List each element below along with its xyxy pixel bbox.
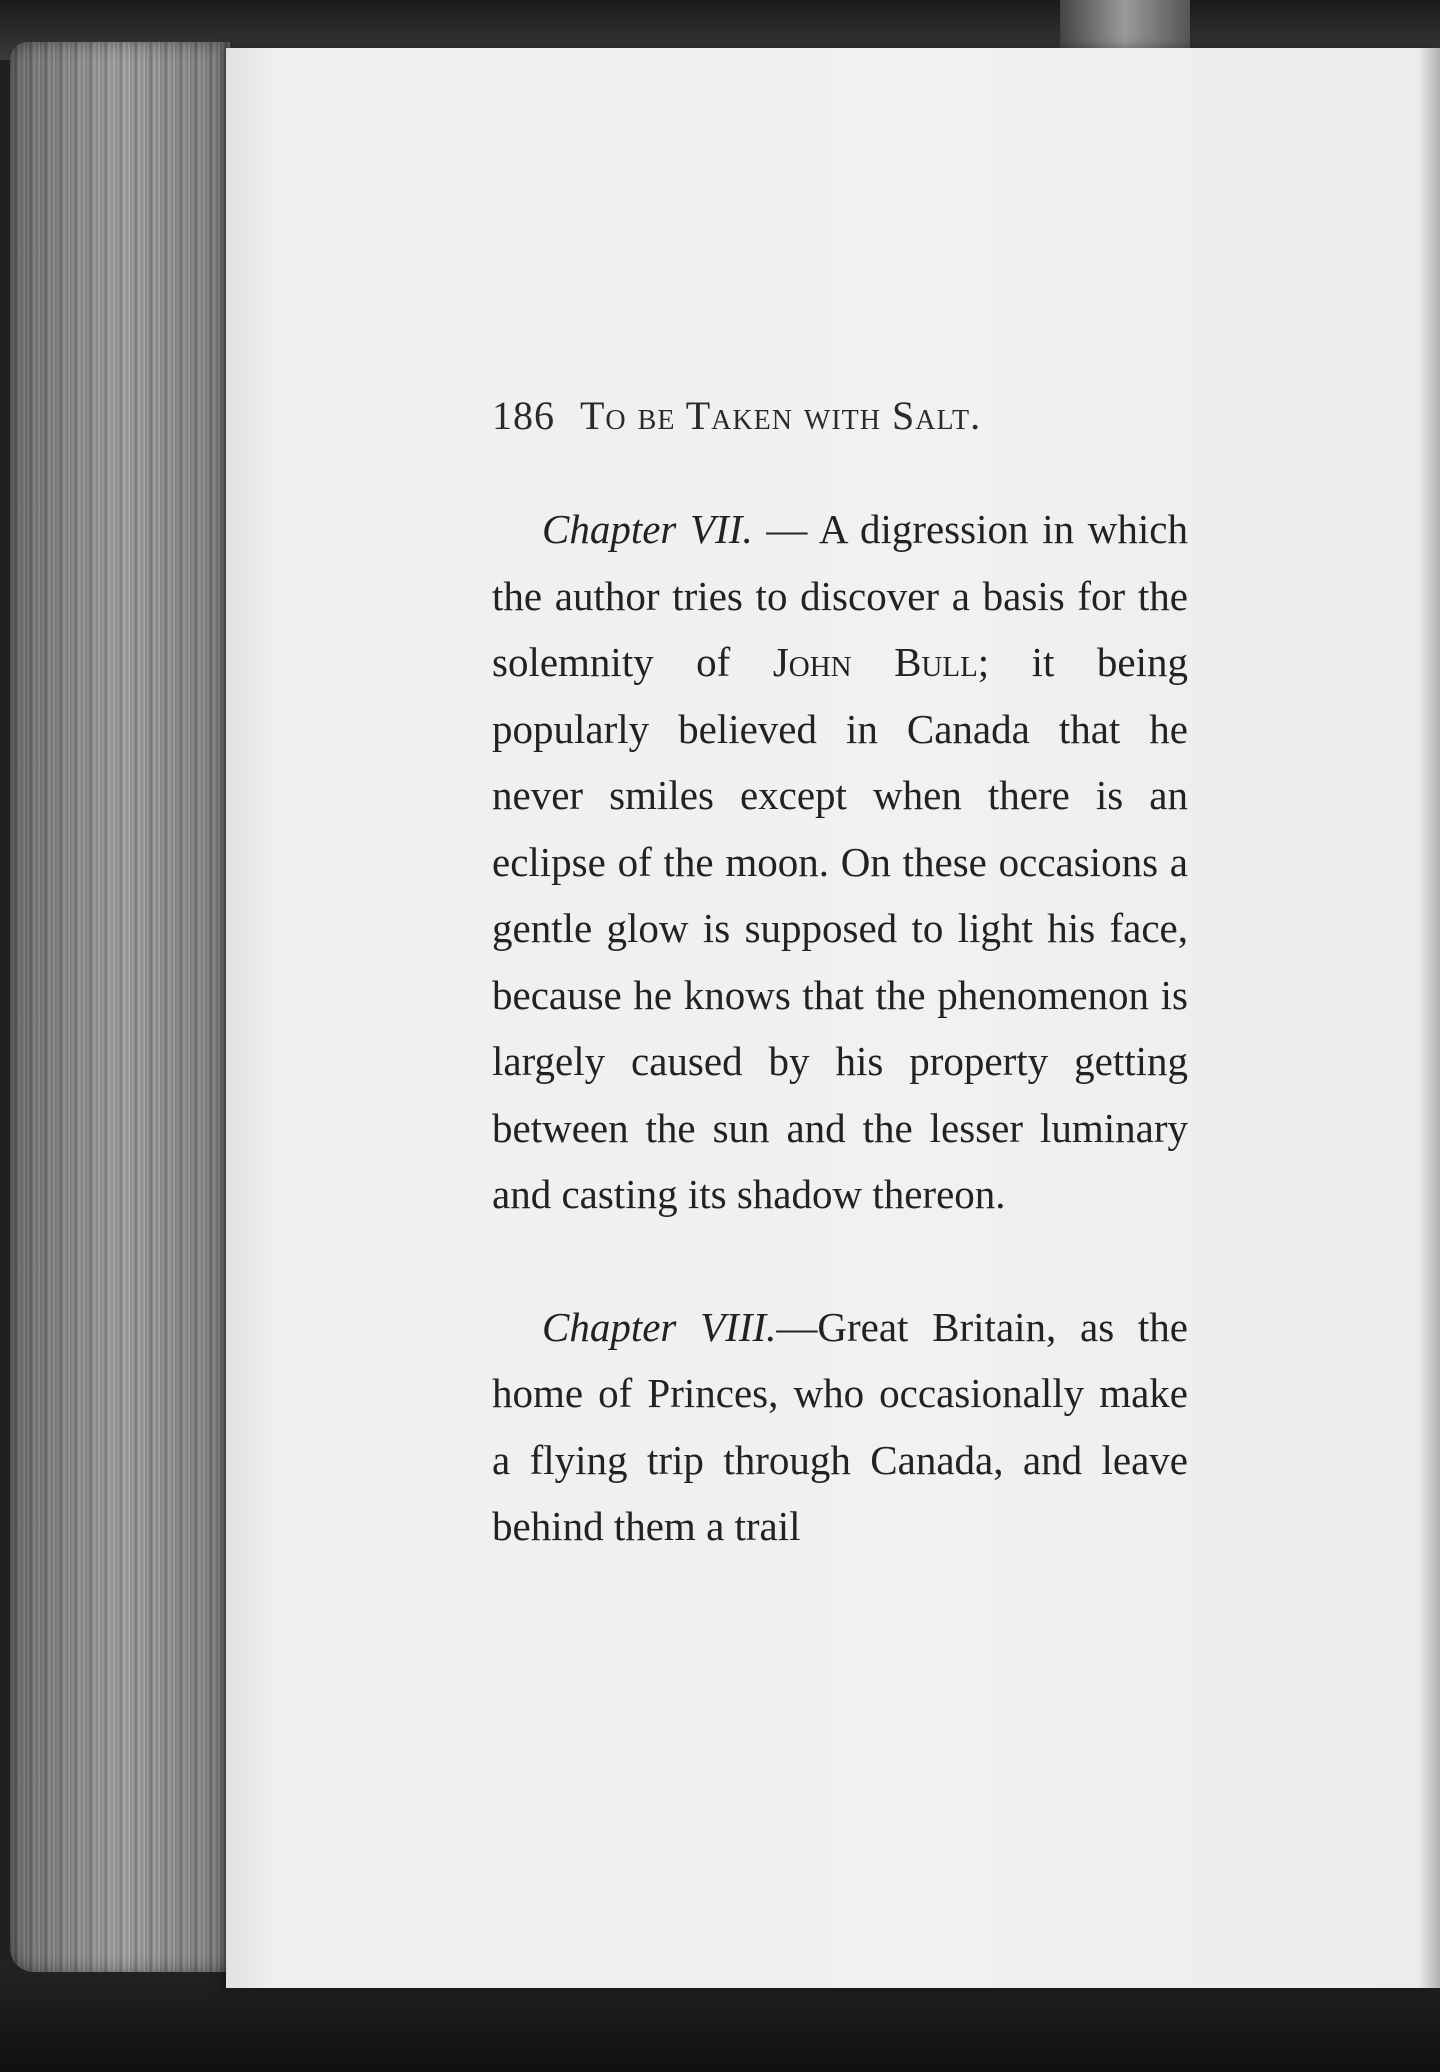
paragraph-text: — A digression in which the author tries to discover a basis for the solemnity of bbox=[492, 506, 1189, 685]
running-title: To be Taken with Salt. bbox=[580, 393, 982, 438]
chapter-label: Chapter VIII. bbox=[542, 1303, 777, 1350]
paragraph-text: ; it being popularly believed in Canada that he never smiles except when there is an eclipse of the moon. On these occasions a gentle glow is supposed to light his face, because he knows that the phenomenon is largely caused by his property getting between the sun and the lesser luminary and casting its shadow thereon. bbox=[492, 639, 1188, 1217]
body-text bbox=[492, 496, 1188, 1560]
running-head bbox=[492, 392, 1212, 439]
small-caps-name: John Bull bbox=[772, 639, 978, 685]
chapter-label: Chapter VII. bbox=[542, 506, 753, 552]
page-number: 186 bbox=[492, 393, 555, 438]
paragraph-text: —Great Britain, as the home of Princes, who occasionally make a flying trip through Canada, and leave behind them a trail bbox=[492, 1303, 1188, 1549]
paragraph-chapter-8 bbox=[492, 1294, 1188, 1560]
book-page-edges-shade bbox=[10, 42, 230, 1972]
paragraph-chapter-7 bbox=[492, 496, 1188, 1228]
page-right-shadow bbox=[1418, 48, 1440, 1988]
